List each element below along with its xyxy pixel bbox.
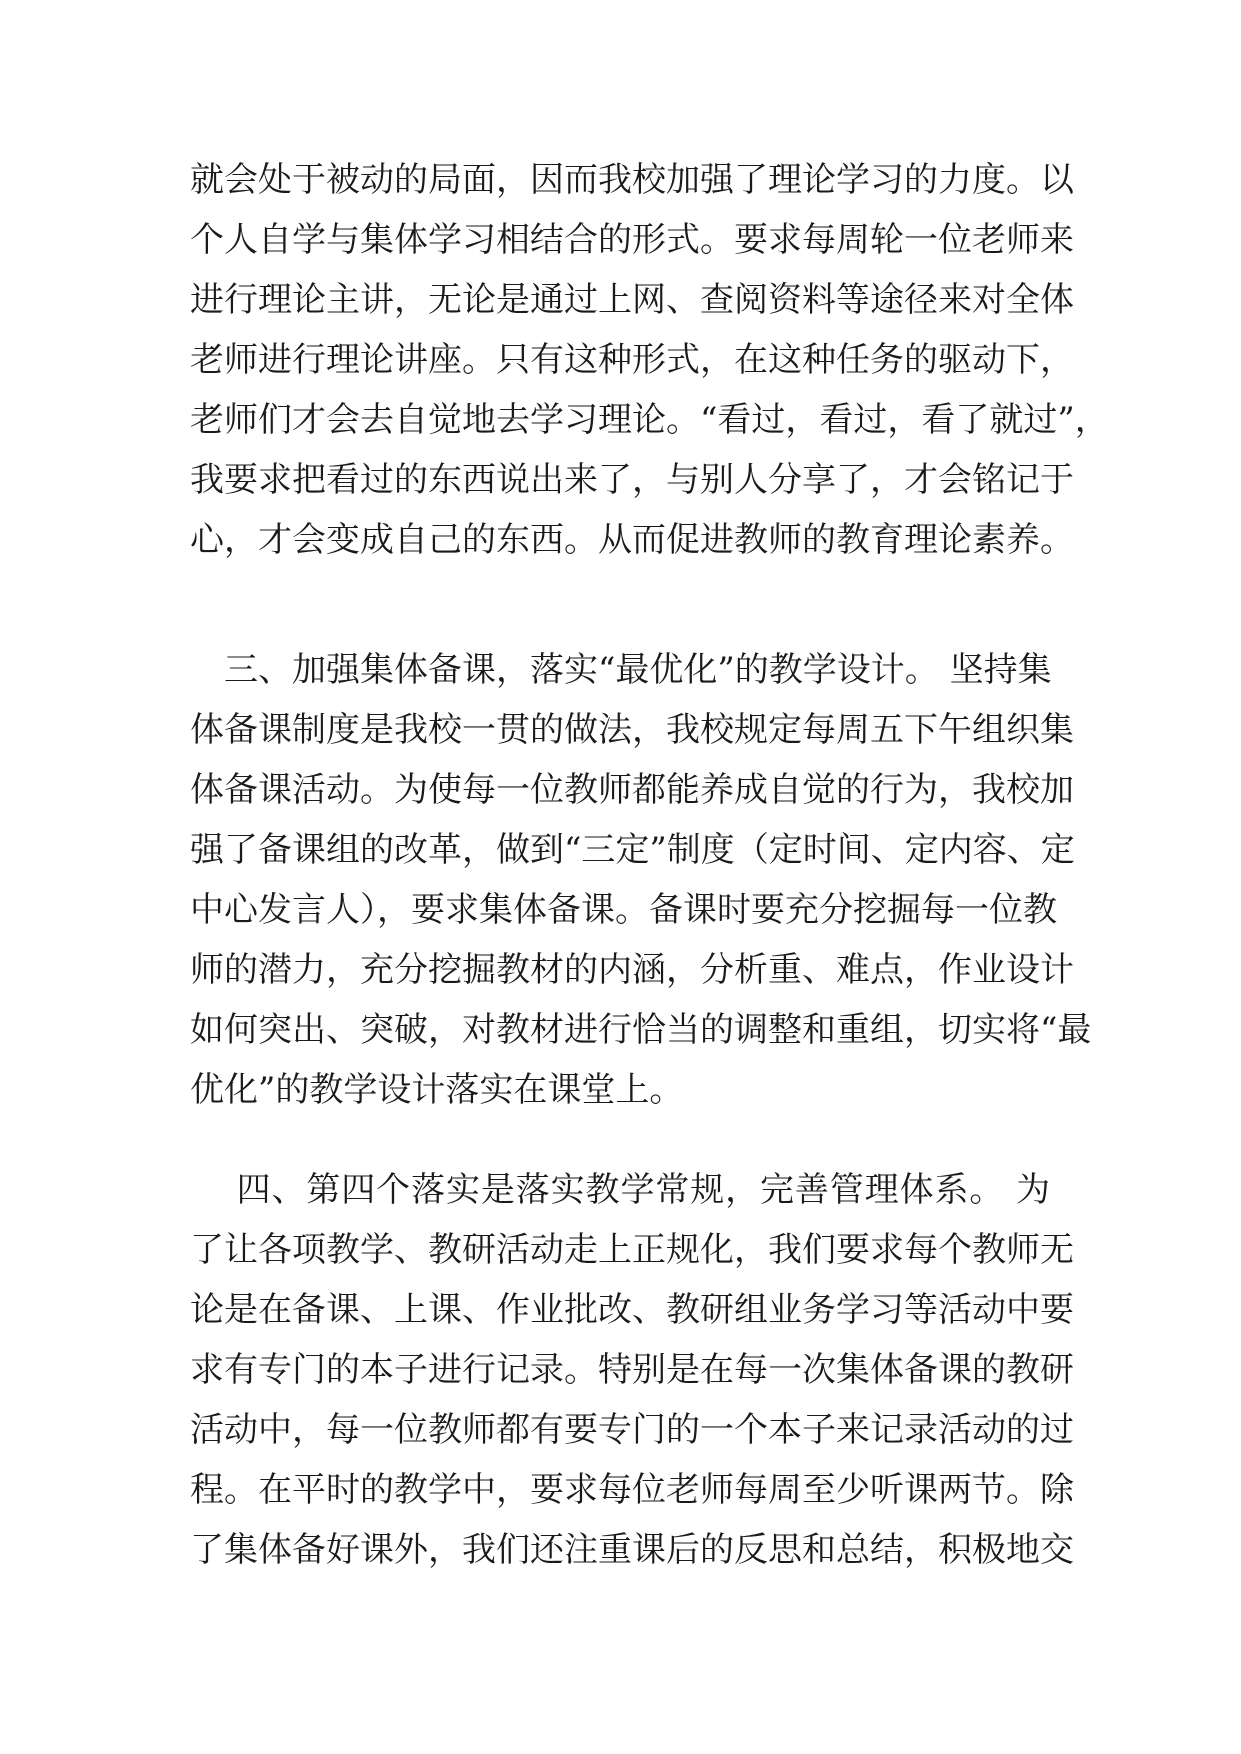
text-line: 四、第四个落实是落实教学常规，完善管理体系。 为: [190, 1170, 1050, 1210]
text-line: 老师进行理论讲座。只有这种形式，在这种任务的驱动下，: [190, 340, 1074, 380]
text-line: 老师们才会去自觉地去学习理论。“看过，看过，看了就过”，: [190, 400, 1109, 440]
text-line: 了集体备好课外，我们还注重课后的反思和总结，积极地交: [190, 1530, 1074, 1570]
text-line: 优化”的教学设计落实在课堂上。: [190, 1070, 684, 1110]
paragraph-theory-study: [190, 150, 1109, 570]
paragraph-collective-lesson-prep: [190, 640, 1092, 1120]
text-line: 强了备课组的改革，做到“三定”制度（定时间、定内容、定: [190, 830, 1075, 870]
text-line: 了让各项教学、教研活动走上正规化，我们要求每个教师无: [190, 1230, 1074, 1270]
text-line: 就会处于被动的局面，因而我校加强了理论学习的力度。以: [190, 160, 1074, 200]
text-line: 中心发言人），要求集体备课。备课时要充分挖掘每一位教: [190, 890, 1057, 930]
text-line: 论是在备课、上课、作业批改、教研组业务学习等活动中要: [190, 1290, 1074, 1330]
text-line: 我要求把看过的东西说出来了，与别人分享了，才会铭记于: [190, 460, 1074, 500]
text-line: 进行理论主讲，无论是通过上网、查阅资料等途径来对全体: [190, 280, 1074, 320]
text-line: 体备课活动。为使每一位教师都能养成自觉的行为，我校加: [190, 770, 1074, 810]
text-line: 心，才会变成自己的东西。从而促进教师的教育理论素养。: [190, 520, 1074, 560]
text-line: 活动中，每一位教师都有要专门的一个本子来记录活动的过: [190, 1410, 1074, 1450]
text-line: 求有专门的本子进行记录。特别是在每一次集体备课的教研: [190, 1350, 1074, 1390]
text-line: 程。在平时的教学中，要求每位老师每周至少听课两节。除: [190, 1470, 1074, 1510]
text-line: 师的潜力，充分挖掘教材的内涵，分析重、难点，作业设计: [190, 950, 1074, 990]
paragraph-teaching-routine: [190, 1160, 1074, 1580]
text-line: 如何突出、突破，对教材进行恰当的调整和重组，切实将“最: [190, 1010, 1092, 1050]
text-line: 三、加强集体备课，落实“最优化”的教学设计。 坚持集: [190, 650, 1052, 690]
text-line: 个人自学与集体学习相结合的形式。要求每周轮一位老师来: [190, 220, 1074, 260]
text-line: 体备课制度是我校一贯的做法，我校规定每周五下午组织集: [190, 710, 1074, 750]
